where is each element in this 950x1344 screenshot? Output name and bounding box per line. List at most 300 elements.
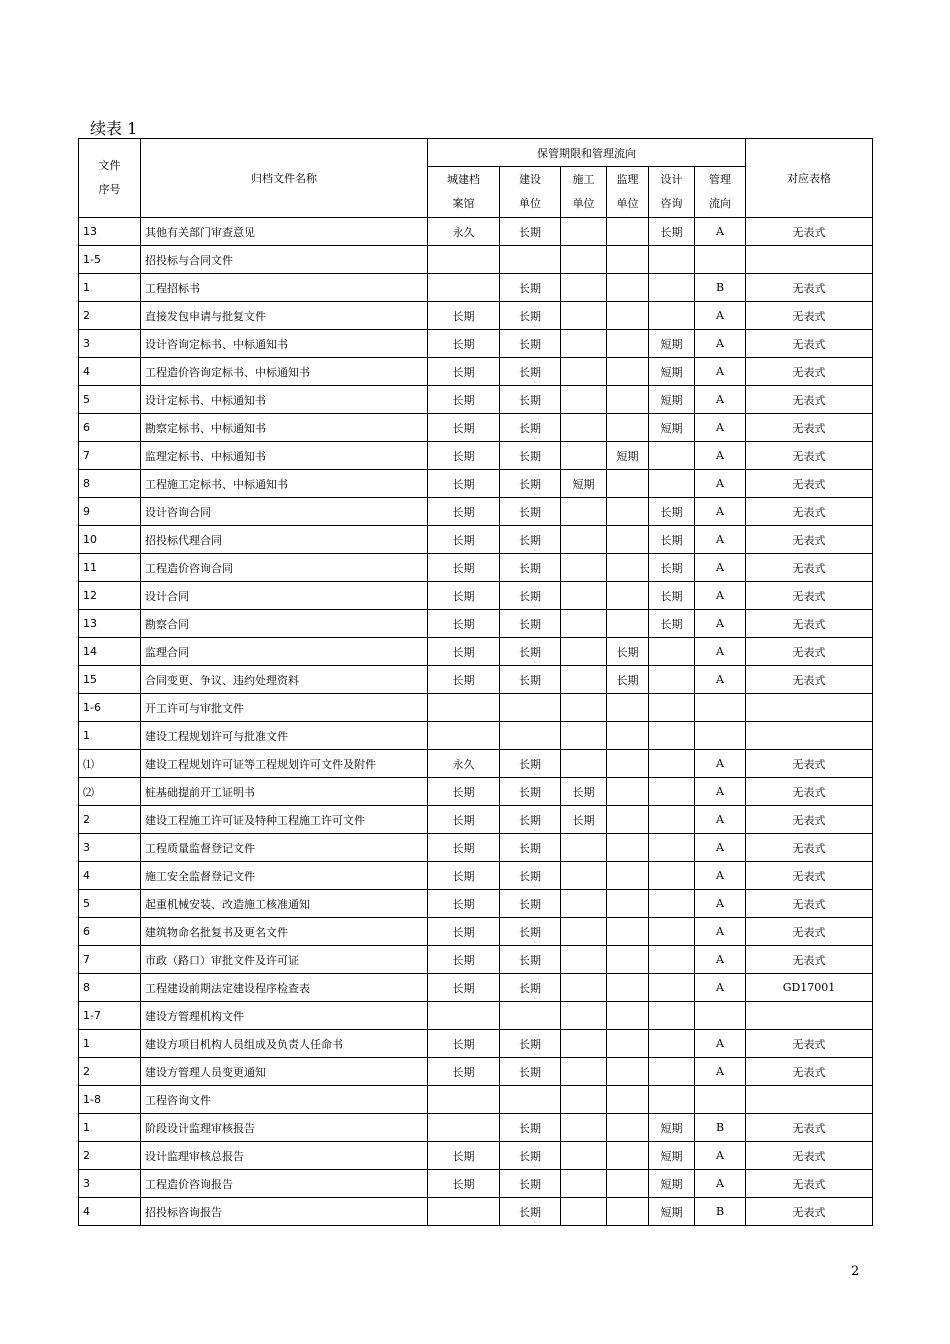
cell-construction-unit — [561, 1030, 607, 1058]
cell-build-unit: 长期 — [500, 1030, 561, 1058]
cell-city-archive: 长期 — [428, 470, 500, 498]
cell-name: 合同变更、争议、违约处理资料 — [141, 666, 428, 694]
cell-name: 其他有关部门审查意见 — [141, 218, 428, 246]
cell-build-unit: 长期 — [500, 1198, 561, 1226]
cell-city-archive: 长期 — [428, 862, 500, 890]
cell-management-flow: A — [695, 218, 746, 246]
cell-supervision-unit — [607, 862, 649, 890]
cell-build-unit: 长期 — [500, 1058, 561, 1086]
header-name: 归档文件名称 — [141, 139, 428, 218]
cell-management-flow: A — [695, 470, 746, 498]
cell-form: 无表式 — [746, 470, 873, 498]
cell-management-flow: B — [695, 1198, 746, 1226]
table-row — [79, 974, 873, 1002]
cell-construction-unit — [561, 414, 607, 442]
cell-management-flow: A — [695, 750, 746, 778]
cell-name: 阶段设计监理审核报告 — [141, 1114, 428, 1142]
cell-name: 设计定标书、中标通知书 — [141, 386, 428, 414]
table-row — [79, 582, 873, 610]
cell-city-archive: 长期 — [428, 666, 500, 694]
table-row — [79, 526, 873, 554]
cell-supervision-unit — [607, 1030, 649, 1058]
cell-supervision-unit — [607, 806, 649, 834]
cell-build-unit: 长期 — [500, 218, 561, 246]
cell-form: 无表式 — [746, 1058, 873, 1086]
cell-city-archive: 长期 — [428, 330, 500, 358]
cell-name: 建设方管理机构文件 — [141, 1002, 428, 1030]
cell-design-consult: 短期 — [649, 1114, 695, 1142]
cell-city-archive: 长期 — [428, 890, 500, 918]
header-col-city-archive: 城建档 案馆 — [428, 167, 500, 218]
cell-seq: 7 — [79, 442, 141, 470]
cell-city-archive — [428, 274, 500, 302]
cell-name: 起重机械安装、改造施工核准通知 — [141, 890, 428, 918]
cell-design-consult: 长期 — [649, 554, 695, 582]
cell-name: 勘察合同 — [141, 610, 428, 638]
table-caption: 续表 1 — [90, 119, 138, 138]
cell-name: 监理定标书、中标通知书 — [141, 442, 428, 470]
cell-supervision-unit — [607, 722, 649, 750]
cell-city-archive — [428, 1002, 500, 1030]
table-row — [79, 246, 873, 274]
cell-supervision-unit — [607, 386, 649, 414]
cell-form: 无表式 — [746, 442, 873, 470]
table-row — [79, 890, 873, 918]
cell-construction-unit — [561, 498, 607, 526]
cell-name: 工程质量监督登记文件 — [141, 834, 428, 862]
cell-seq: 7 — [79, 946, 141, 974]
cell-build-unit: 长期 — [500, 806, 561, 834]
table-row — [79, 610, 873, 638]
cell-design-consult: 长期 — [649, 582, 695, 610]
cell-supervision-unit — [607, 890, 649, 918]
cell-city-archive — [428, 1114, 500, 1142]
table-row — [79, 1114, 873, 1142]
table-row — [79, 666, 873, 694]
cell-construction-unit: 长期 — [561, 806, 607, 834]
cell-management-flow: A — [695, 862, 746, 890]
cell-seq: 12 — [79, 582, 141, 610]
cell-design-consult: 短期 — [649, 330, 695, 358]
cell-design-consult: 短期 — [649, 1142, 695, 1170]
cell-design-consult — [649, 666, 695, 694]
cell-build-unit: 长期 — [500, 274, 561, 302]
cell-form — [746, 1002, 873, 1030]
cell-design-consult — [649, 1086, 695, 1114]
cell-form: 无表式 — [746, 498, 873, 526]
cell-seq: 3 — [79, 834, 141, 862]
cell-supervision-unit — [607, 1114, 649, 1142]
cell-city-archive: 永久 — [428, 218, 500, 246]
cell-design-consult — [649, 806, 695, 834]
cell-construction-unit: 长期 — [561, 778, 607, 806]
cell-supervision-unit — [607, 1058, 649, 1086]
cell-design-consult: 短期 — [649, 386, 695, 414]
cell-management-flow: A — [695, 1058, 746, 1086]
cell-form: 无表式 — [746, 638, 873, 666]
cell-construction-unit — [561, 386, 607, 414]
cell-supervision-unit — [607, 1198, 649, 1226]
cell-seq: 4 — [79, 862, 141, 890]
table-row — [79, 946, 873, 974]
cell-name: 施工安全监督登记文件 — [141, 862, 428, 890]
cell-supervision-unit — [607, 946, 649, 974]
cell-name: 招投标代理合同 — [141, 526, 428, 554]
cell-form: 无表式 — [746, 1198, 873, 1226]
cell-design-consult — [649, 890, 695, 918]
cell-design-consult: 长期 — [649, 526, 695, 554]
cell-design-consult — [649, 918, 695, 946]
table-row — [79, 1002, 873, 1030]
cell-construction-unit — [561, 946, 607, 974]
cell-management-flow — [695, 722, 746, 750]
cell-seq: 13 — [79, 218, 141, 246]
cell-name: 招投标与合同文件 — [141, 246, 428, 274]
cell-management-flow: A — [695, 638, 746, 666]
cell-construction-unit — [561, 1058, 607, 1086]
cell-design-consult — [649, 274, 695, 302]
cell-construction-unit — [561, 610, 607, 638]
cell-construction-unit — [561, 1142, 607, 1170]
cell-build-unit: 长期 — [500, 1142, 561, 1170]
cell-build-unit: 长期 — [500, 302, 561, 330]
cell-city-archive: 长期 — [428, 526, 500, 554]
table-row — [79, 442, 873, 470]
cell-construction-unit — [561, 274, 607, 302]
cell-form: 无表式 — [746, 862, 873, 890]
cell-build-unit — [500, 1086, 561, 1114]
cell-design-consult: 短期 — [649, 1198, 695, 1226]
cell-seq: 2 — [79, 1058, 141, 1086]
cell-build-unit — [500, 246, 561, 274]
cell-build-unit: 长期 — [500, 918, 561, 946]
table-row — [79, 1142, 873, 1170]
cell-design-consult — [649, 722, 695, 750]
cell-form: 无表式 — [746, 526, 873, 554]
cell-management-flow: A — [695, 386, 746, 414]
header-retention-group: 保管期限和管理流向 — [428, 139, 746, 167]
cell-design-consult: 长期 — [649, 498, 695, 526]
header-col-construction-unit: 施工 单位 — [561, 167, 607, 218]
cell-management-flow: A — [695, 498, 746, 526]
cell-form: 无表式 — [746, 890, 873, 918]
cell-build-unit: 长期 — [500, 330, 561, 358]
cell-city-archive: 长期 — [428, 358, 500, 386]
cell-seq: 2 — [79, 1142, 141, 1170]
cell-form: 无表式 — [746, 302, 873, 330]
table-row — [79, 1170, 873, 1198]
cell-city-archive: 长期 — [428, 918, 500, 946]
cell-management-flow: A — [695, 666, 746, 694]
cell-management-flow: A — [695, 974, 746, 1002]
table-row — [79, 778, 873, 806]
cell-supervision-unit — [607, 274, 649, 302]
cell-city-archive — [428, 246, 500, 274]
cell-form: 无表式 — [746, 1114, 873, 1142]
table-row — [79, 470, 873, 498]
cell-form: 无表式 — [746, 1030, 873, 1058]
cell-management-flow: A — [695, 302, 746, 330]
cell-design-consult — [649, 246, 695, 274]
cell-form: 无表式 — [746, 610, 873, 638]
cell-seq: 8 — [79, 974, 141, 1002]
table-row — [79, 862, 873, 890]
cell-supervision-unit — [607, 554, 649, 582]
page-number: 2 — [851, 1264, 860, 1279]
cell-form: 无表式 — [746, 358, 873, 386]
cell-construction-unit — [561, 302, 607, 330]
cell-seq: 9 — [79, 498, 141, 526]
cell-construction-unit — [561, 554, 607, 582]
cell-form: 无表式 — [746, 274, 873, 302]
cell-construction-unit — [561, 526, 607, 554]
cell-construction-unit — [561, 666, 607, 694]
cell-build-unit: 长期 — [500, 638, 561, 666]
cell-city-archive: 长期 — [428, 1058, 500, 1086]
cell-seq: 6 — [79, 414, 141, 442]
cell-seq: 3 — [79, 1170, 141, 1198]
cell-build-unit: 长期 — [500, 470, 561, 498]
cell-name: 工程施工定标书、中标通知书 — [141, 470, 428, 498]
cell-management-flow — [695, 694, 746, 722]
cell-seq: 1 — [79, 274, 141, 302]
cell-construction-unit — [561, 1002, 607, 1030]
cell-name: 工程咨询文件 — [141, 1086, 428, 1114]
cell-supervision-unit — [607, 750, 649, 778]
cell-seq: 1 — [79, 722, 141, 750]
cell-form: 无表式 — [746, 666, 873, 694]
cell-construction-unit — [561, 1198, 607, 1226]
cell-management-flow: A — [695, 834, 746, 862]
cell-name: 建设工程规划许可证等工程规划许可文件及附件 — [141, 750, 428, 778]
cell-supervision-unit — [607, 1002, 649, 1030]
cell-design-consult — [649, 694, 695, 722]
cell-form: 无表式 — [746, 386, 873, 414]
cell-build-unit: 长期 — [500, 1114, 561, 1142]
cell-name: 开工许可与审批文件 — [141, 694, 428, 722]
cell-management-flow: A — [695, 1030, 746, 1058]
cell-supervision-unit — [607, 498, 649, 526]
cell-build-unit: 长期 — [500, 750, 561, 778]
cell-supervision-unit — [607, 470, 649, 498]
cell-management-flow: B — [695, 274, 746, 302]
cell-city-archive: 长期 — [428, 1170, 500, 1198]
header-col-management-flow: 管理 流向 — [695, 167, 746, 218]
cell-build-unit — [500, 1002, 561, 1030]
cell-seq: 1-8 — [79, 1086, 141, 1114]
table-row — [79, 498, 873, 526]
cell-supervision-unit — [607, 582, 649, 610]
cell-form: 无表式 — [746, 946, 873, 974]
cell-management-flow: A — [695, 610, 746, 638]
header-col-supervision-unit: 监理 单位 — [607, 167, 649, 218]
cell-construction-unit: 短期 — [561, 470, 607, 498]
table-row — [79, 386, 873, 414]
cell-supervision-unit — [607, 302, 649, 330]
cell-name: 建设方管理人员变更通知 — [141, 1058, 428, 1086]
cell-design-consult — [649, 638, 695, 666]
header-form: 对应表格 — [746, 139, 873, 218]
cell-management-flow — [695, 246, 746, 274]
cell-management-flow: A — [695, 890, 746, 918]
archive-table — [78, 138, 873, 1226]
cell-city-archive: 长期 — [428, 806, 500, 834]
cell-build-unit: 长期 — [500, 834, 561, 862]
cell-seq: 1 — [79, 1114, 141, 1142]
cell-city-archive: 长期 — [428, 554, 500, 582]
cell-city-archive: 长期 — [428, 1142, 500, 1170]
cell-seq: 2 — [79, 302, 141, 330]
cell-design-consult: 长期 — [649, 218, 695, 246]
table-row — [79, 1058, 873, 1086]
table-row — [79, 918, 873, 946]
cell-form — [746, 694, 873, 722]
cell-build-unit: 长期 — [500, 554, 561, 582]
cell-build-unit: 长期 — [500, 1170, 561, 1198]
cell-name: 工程招标书 — [141, 274, 428, 302]
cell-name: 桩基础提前开工证明书 — [141, 778, 428, 806]
cell-management-flow: B — [695, 1114, 746, 1142]
cell-supervision-unit — [607, 778, 649, 806]
cell-city-archive: 长期 — [428, 946, 500, 974]
cell-name: 招投标咨询报告 — [141, 1198, 428, 1226]
cell-seq: 2 — [79, 806, 141, 834]
cell-build-unit: 长期 — [500, 610, 561, 638]
cell-management-flow: A — [695, 946, 746, 974]
cell-construction-unit — [561, 750, 607, 778]
cell-seq: 5 — [79, 890, 141, 918]
cell-name: 设计监理审核总报告 — [141, 1142, 428, 1170]
cell-construction-unit — [561, 890, 607, 918]
cell-supervision-unit — [607, 974, 649, 1002]
cell-seq: 1-5 — [79, 246, 141, 274]
cell-city-archive — [428, 694, 500, 722]
cell-management-flow: A — [695, 554, 746, 582]
cell-management-flow: A — [695, 414, 746, 442]
cell-name: 勘察定标书、中标通知书 — [141, 414, 428, 442]
table-row — [79, 694, 873, 722]
cell-form: 无表式 — [746, 1170, 873, 1198]
cell-city-archive: 长期 — [428, 638, 500, 666]
cell-build-unit: 长期 — [500, 414, 561, 442]
cell-city-archive: 长期 — [428, 834, 500, 862]
cell-supervision-unit — [607, 414, 649, 442]
cell-form: 无表式 — [746, 834, 873, 862]
cell-seq: 1-6 — [79, 694, 141, 722]
cell-city-archive: 长期 — [428, 498, 500, 526]
cell-construction-unit — [561, 862, 607, 890]
cell-management-flow: A — [695, 582, 746, 610]
cell-supervision-unit — [607, 1142, 649, 1170]
cell-build-unit: 长期 — [500, 862, 561, 890]
cell-name: 设计咨询定标书、中标通知书 — [141, 330, 428, 358]
cell-form: 无表式 — [746, 918, 873, 946]
cell-city-archive: 长期 — [428, 610, 500, 638]
cell-management-flow: A — [695, 358, 746, 386]
header-seq: 文件 序号 — [79, 139, 141, 218]
cell-supervision-unit: 长期 — [607, 638, 649, 666]
cell-build-unit: 长期 — [500, 526, 561, 554]
cell-management-flow — [695, 1086, 746, 1114]
cell-form: 无表式 — [746, 554, 873, 582]
cell-construction-unit — [561, 442, 607, 470]
cell-city-archive: 长期 — [428, 582, 500, 610]
cell-supervision-unit — [607, 918, 649, 946]
cell-seq: 1-7 — [79, 1002, 141, 1030]
cell-seq: 8 — [79, 470, 141, 498]
cell-supervision-unit: 短期 — [607, 442, 649, 470]
cell-design-consult — [649, 1058, 695, 1086]
cell-build-unit — [500, 694, 561, 722]
cell-city-archive: 长期 — [428, 414, 500, 442]
table-row — [79, 554, 873, 582]
cell-seq: 4 — [79, 1198, 141, 1226]
cell-city-archive — [428, 1198, 500, 1226]
cell-management-flow: A — [695, 1142, 746, 1170]
cell-supervision-unit — [607, 694, 649, 722]
cell-build-unit: 长期 — [500, 666, 561, 694]
cell-management-flow: A — [695, 442, 746, 470]
cell-name: 工程建设前期法定建设程序检查表 — [141, 974, 428, 1002]
cell-supervision-unit — [607, 218, 649, 246]
cell-supervision-unit — [607, 1170, 649, 1198]
table-row — [79, 1198, 873, 1226]
cell-build-unit: 长期 — [500, 946, 561, 974]
cell-construction-unit — [561, 358, 607, 386]
table-row — [79, 834, 873, 862]
table-row — [79, 1086, 873, 1114]
cell-design-consult — [649, 442, 695, 470]
cell-city-archive: 长期 — [428, 1030, 500, 1058]
cell-construction-unit — [561, 1170, 607, 1198]
cell-form: 无表式 — [746, 414, 873, 442]
cell-supervision-unit — [607, 834, 649, 862]
table-row — [79, 750, 873, 778]
cell-design-consult — [649, 946, 695, 974]
cell-build-unit: 长期 — [500, 358, 561, 386]
cell-supervision-unit — [607, 526, 649, 554]
cell-build-unit: 长期 — [500, 974, 561, 1002]
cell-name: 建设工程规划许可与批准文件 — [141, 722, 428, 750]
cell-design-consult — [649, 470, 695, 498]
cell-name: 市政（路口）审批文件及许可证 — [141, 946, 428, 974]
cell-build-unit: 长期 — [500, 386, 561, 414]
cell-seq: 6 — [79, 918, 141, 946]
cell-build-unit — [500, 722, 561, 750]
header-col-design-consult: 设计 咨询 — [649, 167, 695, 218]
cell-city-archive: 永久 — [428, 750, 500, 778]
cell-form: 无表式 — [746, 330, 873, 358]
cell-form: 无表式 — [746, 1142, 873, 1170]
cell-supervision-unit — [607, 330, 649, 358]
cell-form: 无表式 — [746, 806, 873, 834]
cell-design-consult: 短期 — [649, 1170, 695, 1198]
cell-construction-unit — [561, 694, 607, 722]
cell-design-consult — [649, 862, 695, 890]
cell-form: GD17001 — [746, 974, 873, 1002]
cell-name: 建设工程施工许可证及特种工程施工许可文件 — [141, 806, 428, 834]
cell-build-unit: 长期 — [500, 498, 561, 526]
cell-construction-unit — [561, 330, 607, 358]
cell-seq: 1 — [79, 1030, 141, 1058]
table-row — [79, 330, 873, 358]
table-row — [79, 218, 873, 246]
cell-management-flow: A — [695, 526, 746, 554]
cell-seq: 11 — [79, 554, 141, 582]
cell-management-flow: A — [695, 918, 746, 946]
cell-name: 工程造价咨询定标书、中标通知书 — [141, 358, 428, 386]
cell-form — [746, 246, 873, 274]
